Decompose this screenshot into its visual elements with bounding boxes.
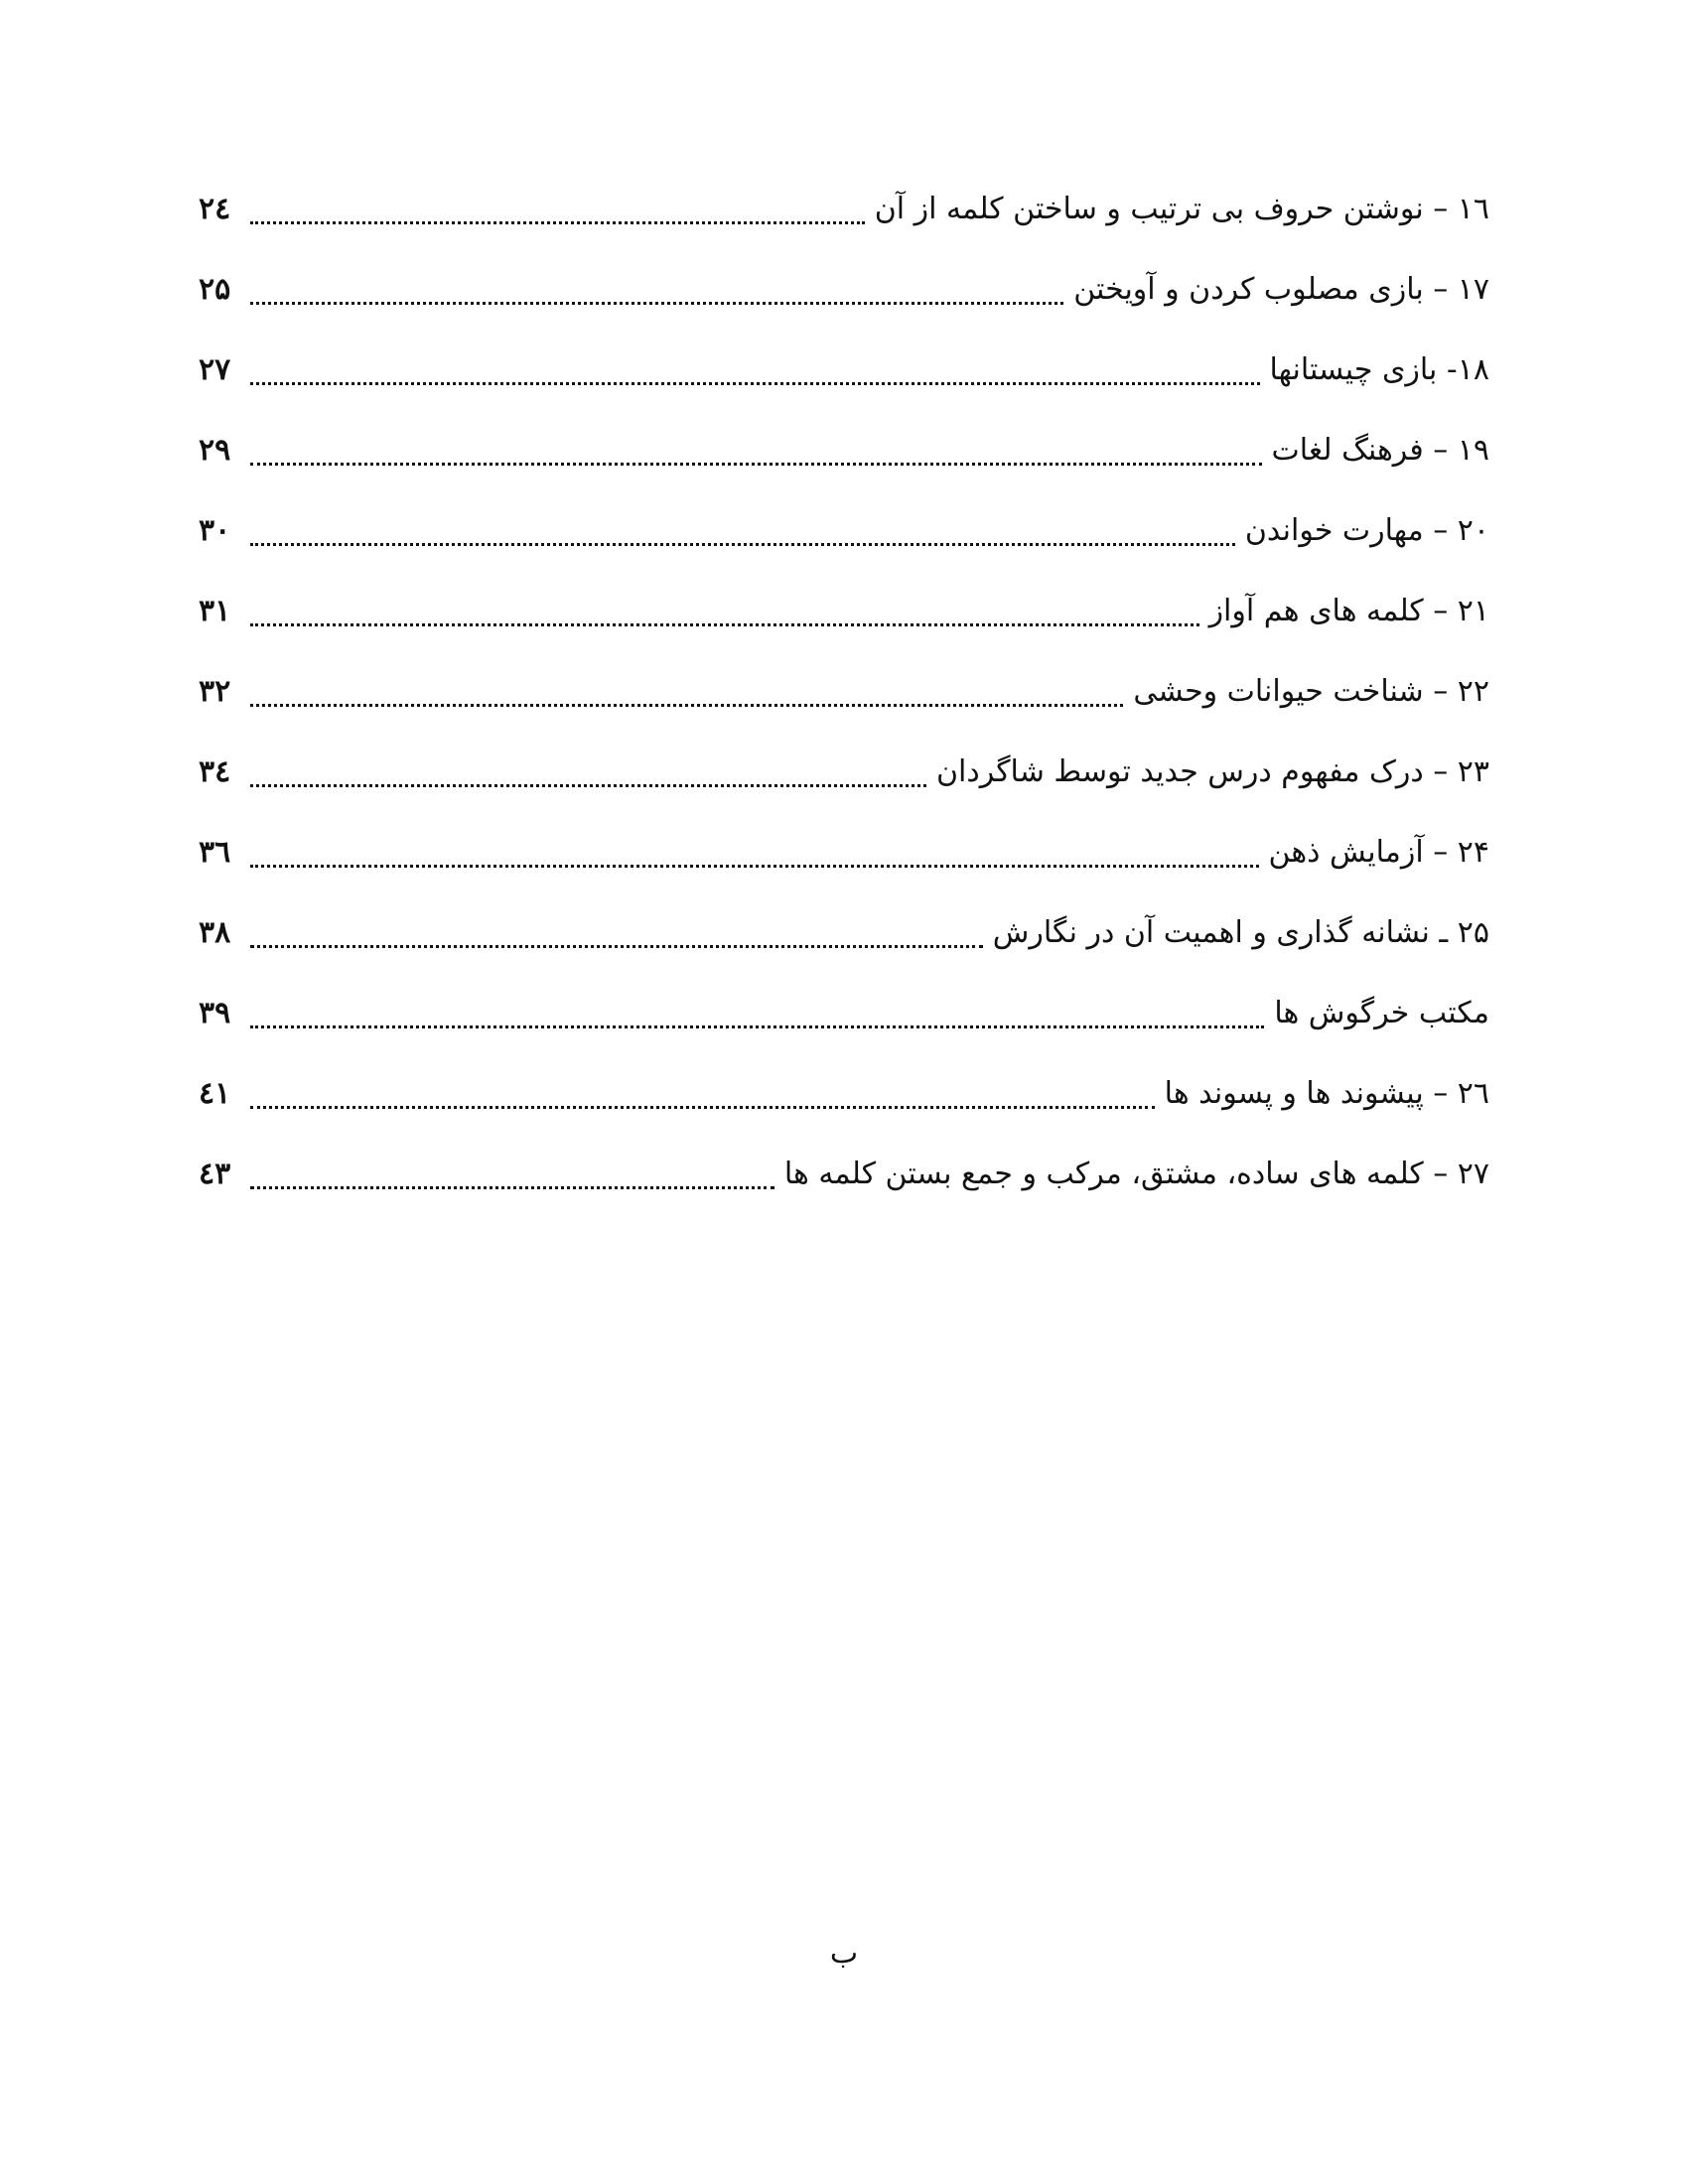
table-of-contents <box>199 189 1489 1234</box>
dot-leader <box>250 1154 774 1189</box>
toc-entry[interactable] <box>199 751 1489 832</box>
toc-entry-page: ۳٤ <box>199 754 231 789</box>
toc-entry-page: ۳۲ <box>199 674 231 709</box>
toc-entry[interactable] <box>199 1073 1489 1154</box>
toc-entry-title: ۲۷ – کلمه های ساده، مشتق، مرکب و جمع بستن کلمه ها <box>783 1157 1489 1191</box>
dot-leader <box>250 751 926 787</box>
toc-entry-title: مکتب خرگوش ها <box>1274 996 1489 1030</box>
toc-entry[interactable] <box>199 912 1489 993</box>
toc-entry-page: ۳۱ <box>199 594 231 628</box>
toc-entry-page: ۲٤ <box>199 192 231 226</box>
toc-entry-page: ٤۳ <box>199 1157 231 1191</box>
page-number-footer: ب <box>829 1936 859 1971</box>
toc-entry-title: ۲٦ – پیشوند ها و پسوند ها <box>1164 1076 1489 1111</box>
dot-leader <box>250 189 865 224</box>
toc-entry-title: ۱٦ – نوشتن حروف بی ترتیب و ساختن کلمه از آن <box>874 192 1489 226</box>
toc-entry-title: ۲۳ – درک مفهوم درس جدید توسط شاگردان <box>936 754 1489 789</box>
dot-leader <box>250 510 1235 546</box>
toc-entry-page: ٤۱ <box>199 1076 231 1111</box>
dot-leader <box>250 671 1123 707</box>
dot-leader <box>250 832 1259 868</box>
toc-entry-title: ۲۲ – شناخت حیوانات وحشی <box>1133 674 1489 709</box>
toc-entry-page: ۳۸ <box>199 915 231 950</box>
toc-entry[interactable] <box>199 591 1489 671</box>
toc-entry-title: ۱۷ – بازی مصلوب کردن و آویختن <box>1073 272 1489 307</box>
toc-entry-title: ۱۸- بازی چیستانها <box>1269 352 1489 387</box>
dot-leader <box>250 912 983 948</box>
toc-entry[interactable] <box>199 1154 1489 1234</box>
toc-entry[interactable] <box>199 671 1489 751</box>
toc-entry-title: ۱۹ – فرهنگ لغات <box>1271 433 1489 468</box>
toc-entry[interactable] <box>199 349 1489 430</box>
toc-entry-page: ۲۹ <box>199 433 231 468</box>
toc-entry-page: ۲۷ <box>199 352 231 387</box>
toc-entry-page: ۳۰ <box>199 513 231 548</box>
toc-entry-title: ۲۰ – مهارت خواندن <box>1244 513 1489 548</box>
toc-entry[interactable] <box>199 832 1489 912</box>
toc-entry-title: ۲۴ – آزمایش ذهن <box>1268 835 1489 870</box>
toc-entry-title: ۲۱ – کلمه های هم آواز <box>1208 594 1489 628</box>
toc-entry[interactable] <box>199 510 1489 591</box>
toc-entry-page: ۳٦ <box>199 835 231 870</box>
toc-entry-page: ۲۵ <box>199 272 231 307</box>
toc-entry[interactable] <box>199 269 1489 349</box>
dot-leader <box>250 993 1264 1028</box>
toc-entry-page: ۳۹ <box>199 996 231 1030</box>
toc-entry[interactable] <box>199 430 1489 510</box>
dot-leader <box>250 349 1260 385</box>
dot-leader <box>250 430 1262 466</box>
dot-leader <box>250 1073 1155 1109</box>
dot-leader <box>250 591 1199 626</box>
toc-entry[interactable] <box>199 189 1489 269</box>
dot-leader <box>250 269 1063 305</box>
toc-entry-title: ۲۵ ـ نشانه گذاری و اهمیت آن در نگارش <box>992 915 1489 950</box>
toc-entry[interactable] <box>199 993 1489 1073</box>
